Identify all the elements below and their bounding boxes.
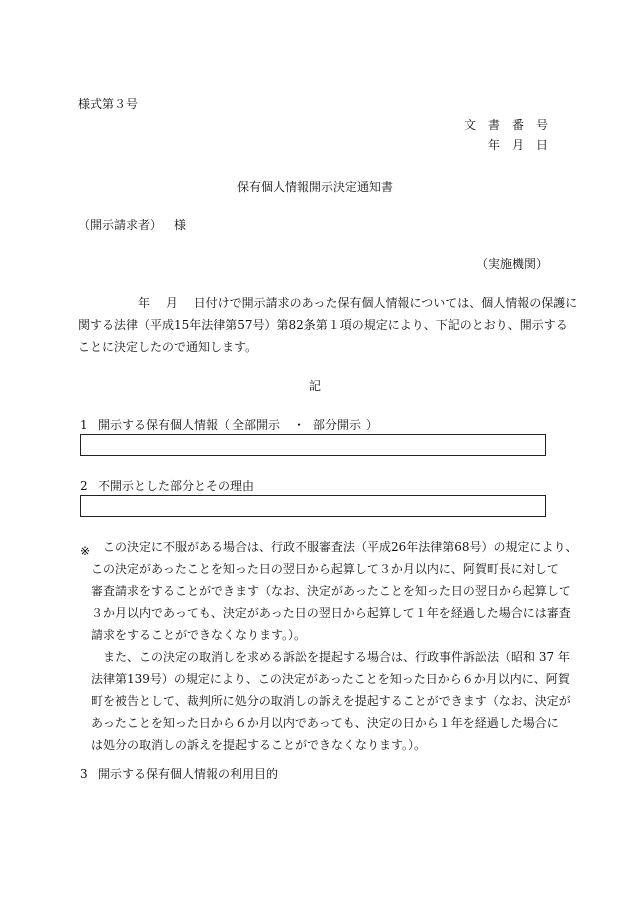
- issuer-label: （実施機関）: [475, 257, 548, 271]
- note-line: この決定に不服がある場合は、行政不服審査法（平成26年法律第68号）の規定により、: [103, 540, 578, 554]
- note-line: 審査請求をすることができます（なお、決定があったことを知った日の翌日から起算して: [91, 584, 571, 598]
- body-line: 関する法律（平成15年法律第57号）第82条第１項の規定により、下記のとおり、開示する: [78, 318, 568, 332]
- disclosed-info-field[interactable]: [80, 434, 546, 456]
- note-line: 請求をすることができなくなります。）。: [91, 628, 307, 642]
- note-line: 町を被告として、裁判所に処分の取消しの訴えを提起することができます（なお、決定が: [91, 694, 571, 708]
- addressee-honorific: 様: [174, 218, 187, 232]
- addressee-label: （開示請求者）: [78, 218, 163, 232]
- ki-heading: 記: [309, 379, 322, 393]
- section-3-number: 3: [80, 767, 88, 781]
- section-1-number: 1: [80, 418, 88, 432]
- section-2-label: 不開示とした部分とその理由: [98, 479, 255, 493]
- notice-body: [78, 292, 577, 358]
- document-number-label: 文 書 番 号: [463, 118, 548, 132]
- section-2-number: 2: [80, 479, 88, 493]
- note-mark: ※: [80, 544, 91, 558]
- section-1-close: ）: [366, 418, 379, 432]
- page-title: 保有個人情報開示決定通知書: [237, 180, 394, 194]
- section-1-label: 開示する保有個人情報（: [98, 418, 231, 432]
- note-line: また、この決定の取消しを求める訴訟を提起する場合は、行政事件訴訟法（昭和 37 年: [103, 650, 570, 664]
- option-partial-disclosure: 部分開示: [313, 418, 362, 432]
- section-3-label: 開示する保有個人情報の利用目的: [98, 767, 279, 781]
- date-label: 年 月 日: [487, 138, 548, 152]
- note-line: 法律第139号）の規定により、この決定があったことを知った日から６か月以内に、阿賀: [91, 672, 570, 686]
- note-line: ３か月以内であっても、決定があった日の翌日から起算して１年を経過した場合には審査: [91, 606, 571, 620]
- note-line: は処分の取消しの訴えを提起することができなくなります。）。: [91, 738, 427, 752]
- option-separator: ・: [293, 418, 306, 432]
- option-full-disclosure: 全部開示: [232, 418, 281, 432]
- body-line: ことに決定したので通知します。: [78, 340, 258, 354]
- appeal-note: [91, 536, 578, 756]
- non-disclosure-reason-field[interactable]: [80, 495, 546, 517]
- body-line: 年 月 日付けで開示請求のあった保有個人情報については、個人情報の保護に: [78, 296, 578, 310]
- note-line: この決定があったことを知った日の翌日から起算して３か月以内に、阿賀町長に対して: [91, 562, 559, 576]
- note-line: あったことを知った日から６か月以内であっても、決定の日から１年を経過した場合に: [91, 716, 559, 730]
- form-number: 様式第３号: [78, 97, 139, 111]
